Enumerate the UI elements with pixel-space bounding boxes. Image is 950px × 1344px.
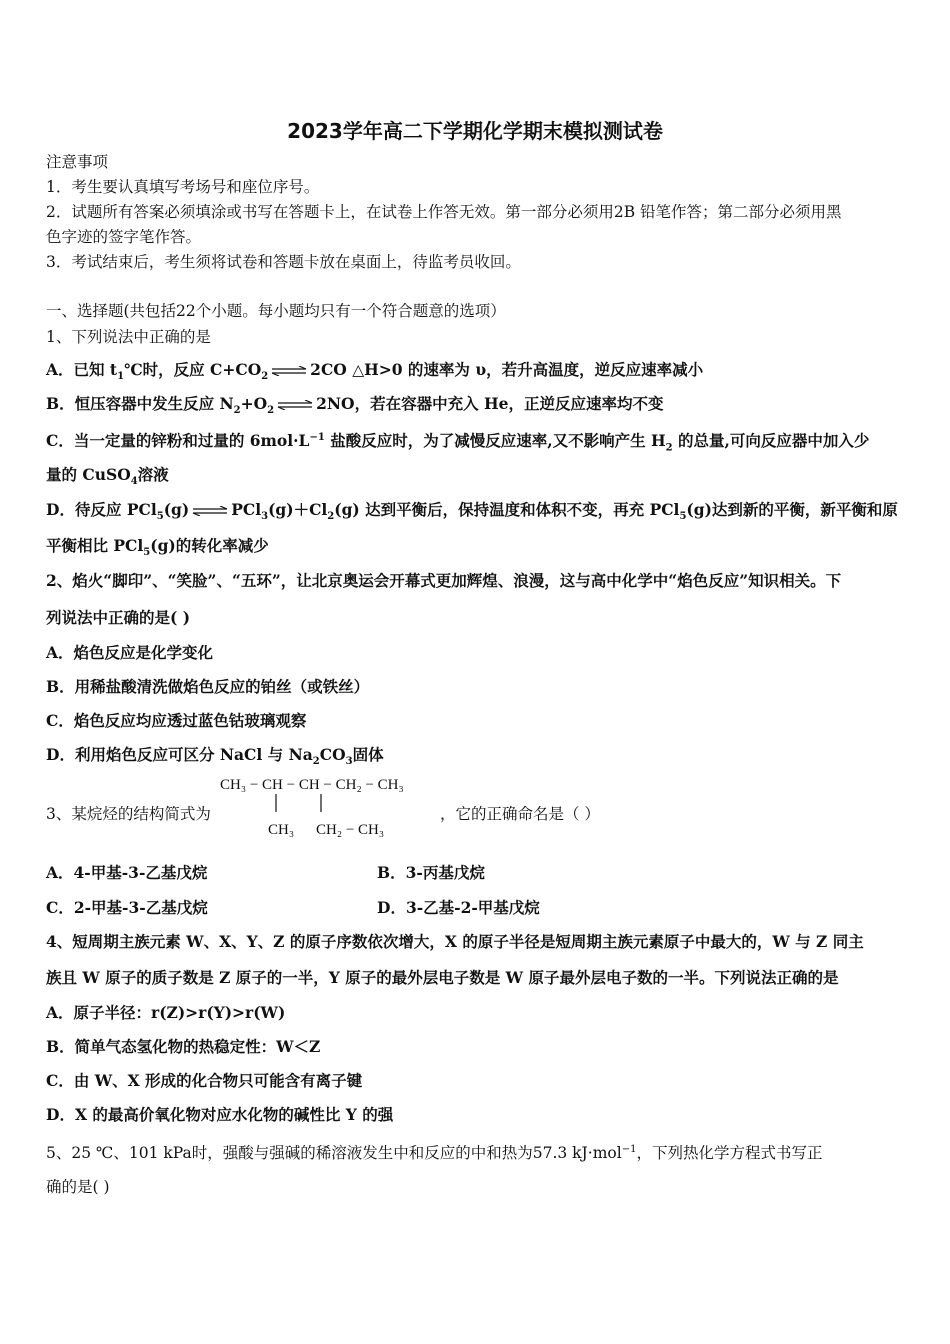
q4-option-b: B．简单气态氢化物的热稳定性：W＜Z [46,1037,321,1056]
q5-stem: 5、25 ℃、101 kPa时，强酸与强碱的稀溶液发生中和反应的中和热为57.3 kJ·mol$^{-1}$，下列热化学方程式书写正 [46,1144,823,1163]
q1-option-d-cont: 平衡相比 PCl$_5$(g)的转化率减少 [46,536,269,559]
q4-stem-cont: 族且 W 原子的质子数是 Z 原子的一半，Y 原子的最外层电子数是 W 原子最外层电子数的一半。下列说法正确的是 [46,968,839,987]
notice-item-2-cont: 色字迹的签字笔作答。 [46,228,202,246]
q2-option-a: A．焰色反应是化学变化 [46,643,214,662]
q2-option-b: B．用稀盐酸清洗做焰色反应的铂丝（或铁丝） [46,677,370,696]
formula-branch-ethyl: CH₂ − CH₃ [316,822,385,838]
q1-option-d: D．待反应 PCl$_5$(g) $PCl_3(g)+Cl_2(g)$ 达到平衡后，保持温度和体积不变，再充 PCl$_5$(g)达到新的平衡，新平衡和原 [46,500,898,523]
q1-option-a: A．已知 $t_1℃$时，反应 $C+CO_2$ 2CO △H>0 的速率为 υ，若升高温度，逆反应速率减小 [46,360,704,383]
equilibrium-arrow-icon [277,400,313,410]
q5-stem-cont: 确的是( ) [46,1178,110,1196]
q4-option-c: C．由 W、X 形成的化合物只可能含有离子键 [46,1071,363,1090]
equilibrium-arrow-icon [192,506,228,516]
q4-option-d: D．X 的最高价氧化物对应水化物的碱性比 Y 的强 [46,1105,394,1124]
notice-heading: 注意事项 [46,153,109,171]
q3-stem-tail: ，它的正确命名是（ ） [440,805,600,823]
q1-option-b: B．恒压容器中发生反应 $N_2+O_2$ 2NO，若在容器中充入 He，正逆反应速率均不变 [46,394,664,417]
q2-stem: 2、焰火“脚印”、“笑脸”、“五环”，让北京奥运会开幕式更加辉煌、浪漫，这与高中化学中“焰色反应”知识相关。下 [46,571,842,590]
structural-formula [218,772,446,842]
q4-stem: 4、短周期主族元素 W、X、Y、Z 的原子序数依次增大，X 的原子半径是短周期主族元素原子中最大的，W 与 Z 同主 [46,932,864,951]
q3-option-a: A．4-甲基-3-乙基戊烷 [46,863,208,882]
section-heading: 一、选择题(共包括22个小题。每小题均只有一个符合题意的选项） [46,302,506,320]
q1-option-c-cont: 量的 CuSO$_4$溶液 [46,465,169,488]
q3-stem: 3、某烷烃的结构简式为 [46,805,211,823]
notice-item-1: 1．考生要认真填写考场号和座位序号。 [46,178,320,196]
q2-option-d: D．利用焰色反应可区分 NaCl 与 $Na_2CO_3$固体 [46,745,384,768]
q3-option-d: D．3-乙基-2-甲基戊烷 [377,898,540,917]
q1-option-c: C．当一定量的锌粉和过量的 $6mol\cdot L^{-1}$ 盐酸反应时，为了减慢反应速率,又不影响产生 $H_2$ 的总量,可向反应器中加入少 [46,431,870,454]
q4-option-a: A．原子半径：r(Z)>r(Y)>r(W) [46,1003,286,1022]
equilibrium-arrow-icon [271,366,307,376]
q2-option-c: C．焰色反应均应透过蓝色钴玻璃观察 [46,711,307,730]
q2-stem-cont: 列说法中正确的是( ) [46,608,191,627]
q1-stem: 1、下列说法中正确的是 [46,328,211,346]
formula-main-chain: CH₃ − CH − CH − CH₂ − CH₃ [220,777,404,793]
page-title: 2023学年高二下学期化学期末模拟测试卷 [287,119,663,143]
formula-branch-methyl: CH₃ [268,822,295,838]
q3-option-b: B．3-丙基戊烷 [377,863,485,882]
q3-option-c: C．2-甲基-3-乙基戊烷 [46,898,208,917]
notice-item-2: 2．试题所有答案必须填涂或书写在答题卡上，在试卷上作答无效。第一部分必须用2B 铅笔作答；第二部分必须用黑 [46,203,842,221]
notice-item-3: 3．考试结束后，考生须将试卷和答题卡放在桌面上，待监考员收回。 [46,253,521,271]
